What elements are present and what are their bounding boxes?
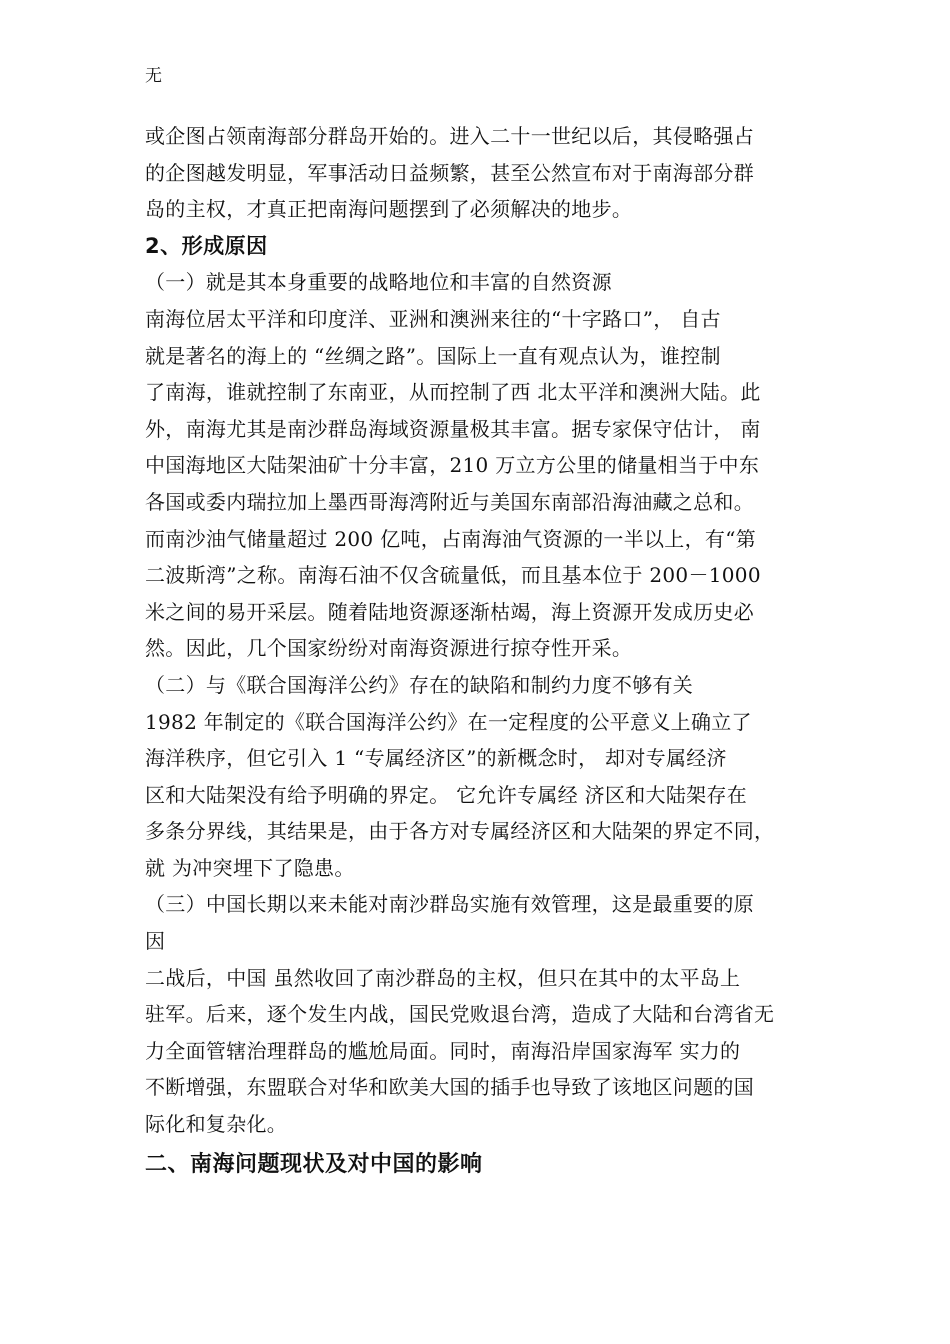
paragraph-line: 了南海，谁就控制了东南亚，从而控制了西 北太平洋和澳洲大陆。此: [145, 380, 761, 405]
paragraph-line: 然。因此，几个国家纷纷对南海资源进行掠夺性开采。: [145, 636, 633, 661]
paragraph-line: 1982 年制定的《联合国海洋公约》在一定程度的公平意义上确立了: [145, 709, 752, 734]
page-header: 无: [145, 66, 162, 86]
subsection-heading: （三）中国长期以来未能对南沙群岛实施有效管理，这是最重要的原: [145, 892, 754, 917]
paragraph-line: 力全面管辖治理群岛的尴尬局面。同时，南海沿岸国家海军 实力的: [145, 1038, 741, 1063]
paragraph-line: 就是著名的海上的 “丝绸之路”。国际上一直有观点认为，谁控制: [145, 343, 721, 368]
document-body: [145, 118, 820, 1183]
paragraph-line: 多条分界线，其结果是，由于各方对专属经济区和大陆架的界定不同，: [145, 819, 775, 844]
subsection-heading: （一）就是其本身重要的战略地位和丰富的自然资源: [145, 270, 612, 295]
paragraph-line: 就 为冲突埋下了隐患。: [145, 855, 355, 880]
paragraph-line: 而南沙油气储量超过 200 亿吨，占南海油气资源的一半以上，有“第: [145, 526, 757, 551]
paragraph-line: 南海位居太平洋和印度洋、亚洲和澳洲来往的“十字路口”， 自古: [145, 306, 721, 331]
section-heading: 2、形成原因: [145, 233, 268, 258]
chapter-heading: 二、南海问题现状及对中国的影响: [145, 1151, 483, 1177]
paragraph-line: 不断增强，东盟联合对华和欧美大国的插手也导致了该地区问题的国: [145, 1075, 754, 1100]
paragraph-line: 中国海地区大陆架油矿十分丰富，210 万立方公里的储量相当于中东: [145, 453, 760, 478]
paragraph-line: 驻军。后来，逐个发生内战，国民党败退台湾，造成了大陆和台湾省无: [145, 1002, 775, 1027]
paragraph-line: 际化和复杂化。: [145, 1112, 288, 1137]
paragraph-line: 米之间的易开采层。随着陆地资源逐渐枯竭，海上资源开发成历史必: [145, 599, 754, 624]
paragraph-line: 海洋秩序，但它引入 1 “专属经济区”的新概念时， 却对专属经济: [145, 746, 727, 771]
paragraph-line: 岛的主权，才真正把南海问题摆到了必须解决的地步。: [145, 197, 633, 222]
subsection-heading: （二）与《联合国海洋公约》存在的缺陷和制约力度不够有关: [145, 672, 694, 697]
paragraph-line: 二战后，中国 虽然收回了南沙群岛的主权，但只在其中的太平岛上: [145, 965, 741, 990]
paragraph-line: 外，南海尤其是南沙群岛海域资源量极其丰富。据专家保守估计， 南: [145, 416, 761, 441]
subsection-heading: 因: [145, 929, 166, 954]
paragraph-line: 区和大陆架没有给予明确的界定。 它允许专属经 济区和大陆架存在: [145, 782, 748, 807]
paragraph-line: 的企图越发明显，军事活动日益频繁，甚至公然宣布对于南海部分群: [145, 160, 754, 185]
paragraph-line: 各国或委内瑞拉加上墨西哥海湾附近与美国东南部沿海油藏之总和。: [145, 489, 754, 514]
paragraph-line: 二波斯湾”之称。南海石油不仅含硫量低，而且基本位于 200－1000: [145, 563, 761, 588]
paragraph-line: 或企图占领南海部分群岛开始的。进入二十一世纪以后，其侵略强占: [145, 124, 754, 148]
